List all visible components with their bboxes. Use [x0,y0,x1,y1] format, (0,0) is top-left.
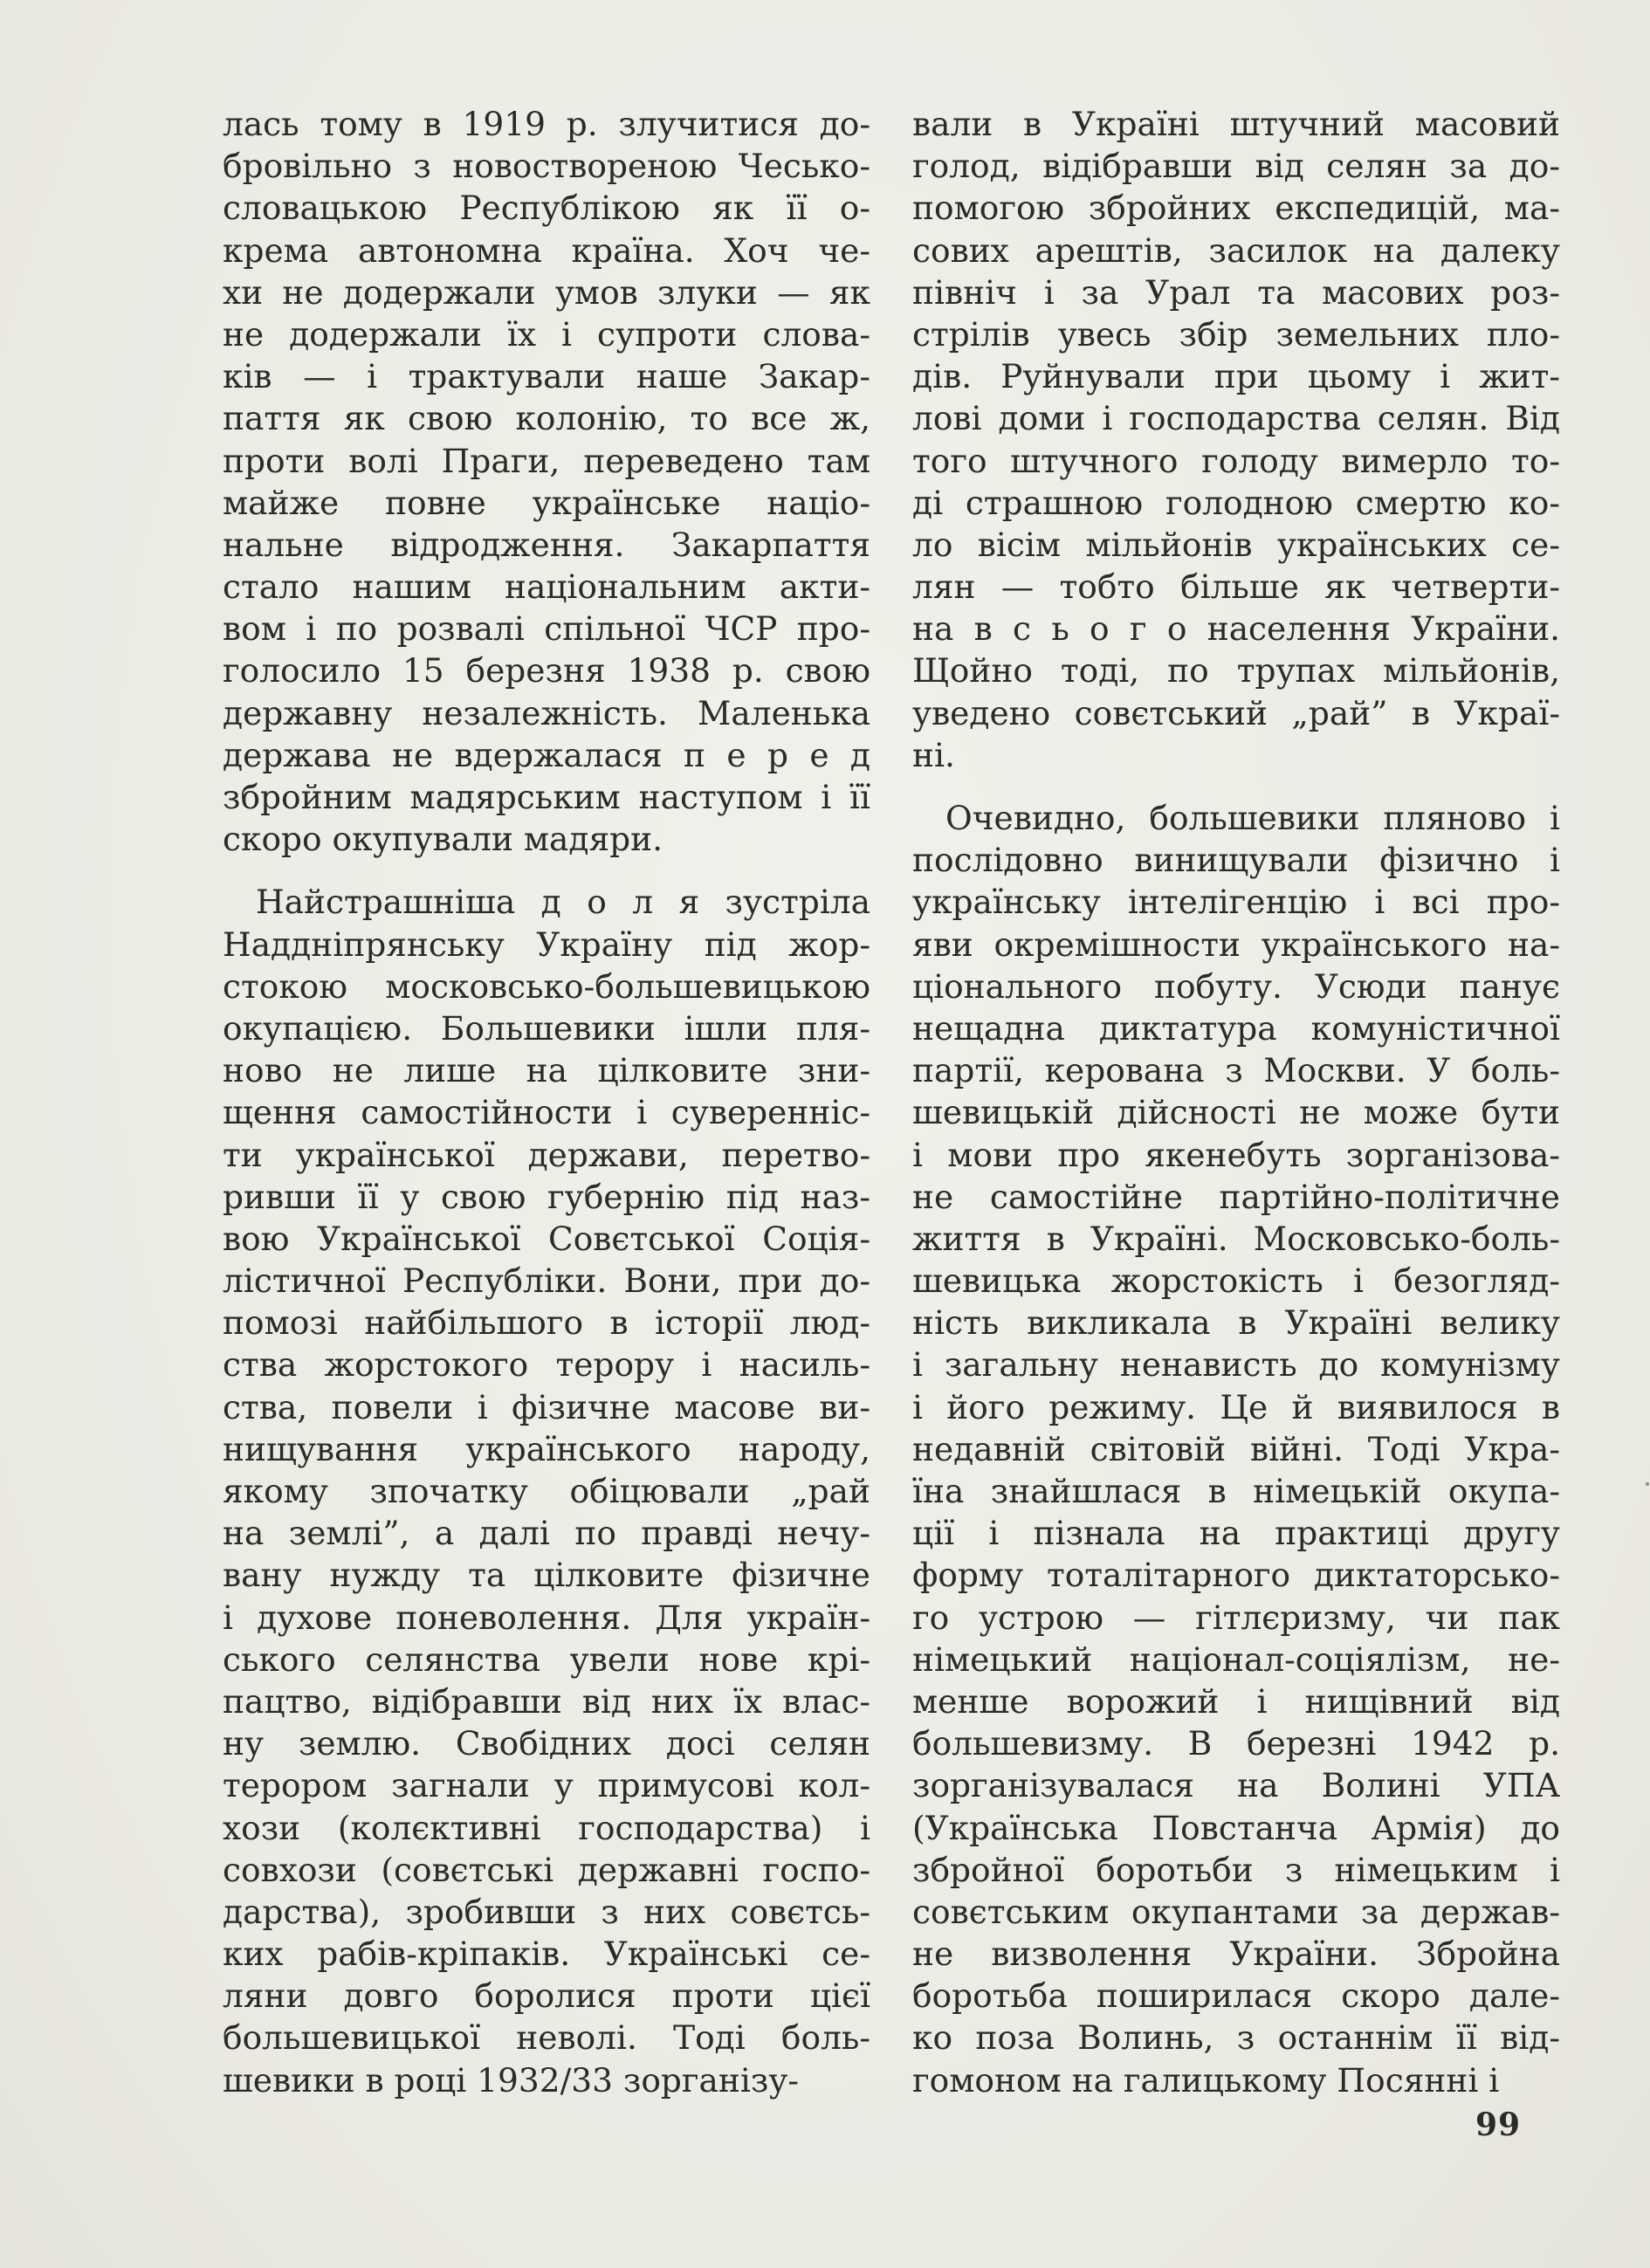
text-line: проти волі Праги, переведено там [223,441,870,480]
text-line: ства жорстокого терору і насиль- [223,1345,870,1385]
margin-mark [1646,1482,1649,1486]
text-line: большевицької неволі. Тоді боль- [223,2018,870,2058]
paragraph [223,103,870,860]
text-line: партії, керована з Москви. У боль- [912,1051,1560,1090]
text-line: нищування українського народу, [223,1429,870,1468]
text-line: помозі найбільшого в історії люд- [223,1303,870,1343]
left-column [223,103,870,2101]
text-line: їна знайшлася в німецькій окупа- [912,1472,1560,1510]
text-line: і духове поневолення. Для україн- [223,1598,870,1637]
text-line: скоро окупували мадяри. [223,820,663,859]
text-line: лян — тобто більше як четверти- [912,567,1560,607]
text-line: пацтво, відібравши від них їх влас- [223,1681,870,1721]
text-line: помогою збройних експедицій, ма- [912,189,1560,228]
text-line: ді страшною голодною смертю ко- [912,483,1560,522]
text-line: стокою московсько-большевицькою [223,966,870,1006]
text-line: ків — і трактували наше Закар- [223,357,870,396]
text-line: хози (колєктивні господарства) і [223,1808,870,1847]
text-line: нальне відродження. Закарпаття [223,525,870,564]
text-line: вою Української Совєтської Соція- [223,1219,870,1258]
text-line: ського селянства увели нове крі- [223,1639,870,1679]
text-line: словацькою Республікою як її о- [223,189,870,228]
text-line: яви окремішности українського на- [912,924,1560,964]
text-line: державну незалежність. Маленька [223,693,870,732]
text-line: менше ворожий і нищівний від [912,1681,1560,1721]
text-line: сових арештів, засилок на далеку [912,230,1560,270]
page-number: 99 [1475,2106,1522,2143]
text-line: і мови про якенебуть зорганізова- [912,1135,1560,1174]
text-line: ти української держави, перетво- [223,1135,870,1174]
text-line: Очевидно, большевики пляново і [945,799,1560,837]
text-line: хи не додержали умов злуки — як [223,272,870,312]
text-line: окупацією. Большевики ішли пля- [223,1008,870,1048]
text-line: шевики в році 1932/33 зорганізу- [223,2060,800,2100]
text-line: ляни довго боролися проти цієї [223,1976,870,2016]
paragraph [223,881,870,2100]
text-line: того штучного голоду вимерло то- [912,441,1560,480]
text-line: ства, повели і фізичне масове ви- [223,1387,870,1426]
text-line: бровільно з новоствореною Чесько- [223,147,870,186]
text-line: ність викликала в Україні велику [912,1303,1560,1343]
text-line: шевицькій дійсності не може бути [912,1093,1560,1132]
text-line: паття як свою колонію, то все ж, [223,399,870,438]
text-line: вану нужду та цілковите фізичне [223,1556,870,1595]
text-line: лась тому в 1919 р. злучитися до- [223,105,870,143]
text-line: не самостійне партійно-політичне [912,1177,1560,1216]
paragraph [912,797,1560,2101]
text-line: совєтським окупантами за держав- [912,1892,1560,1931]
text-line: ривши її у свою губернію під наз- [223,1177,870,1216]
text-line: гомоном на галицькому Посянні і [912,2060,1500,2100]
text-line: північ і за Урал та масових роз- [912,272,1560,312]
text-line: не визволення України. Збройна [912,1935,1560,1974]
text-line: і його режиму. Це й виявилося в [912,1387,1560,1426]
text-line: держава не вдержалася п е р е д [223,735,870,774]
text-line: голод, відібравши від селян за до- [912,147,1560,186]
text-line: недавній світовій війні. Тоді Укра- [912,1429,1560,1468]
text-line: не додержали їх і супроти слова- [223,314,870,354]
text-line: нещадна диктатура комуністичної [912,1008,1560,1048]
text-line: стрілів увесь збір земельних пло- [912,314,1560,354]
text-line: ло вісім мільйонів українських се- [912,525,1560,564]
text-line: стало нашим національним акти- [223,567,870,607]
text-line: на в с ь о г о населення України. [912,609,1560,649]
text-line: ко поза Волинь, з останнім її від- [912,2018,1560,2058]
text-line: (Українська Повстанча Армія) до [912,1808,1560,1847]
text-line: майже повне українське націо- [223,483,870,522]
text-line: форму тоталітарного диктаторсько- [912,1556,1560,1595]
text-line: совхози (совєтські державні госпо- [223,1850,870,1889]
text-line: українську інтелігенцію і всі про- [912,883,1560,922]
text-line: большевизму. В березні 1942 р. [912,1724,1560,1763]
text-line: го устрою — гітлєризму, чи пак [912,1598,1560,1637]
text-line: Наддніпрянську Україну під жор- [223,924,870,964]
text-line: ції і пізнала на практиці другу [912,1514,1560,1553]
text-line: терором загнали у примусові кол- [223,1766,870,1805]
text-line: уведено совєтський „рай” в Украї- [912,693,1560,732]
text-line: лістичної Республіки. Вони, при до- [223,1261,870,1301]
text-line: дарства), зробивши з них совєтсь- [223,1892,870,1931]
text-line: ні. [912,735,955,774]
text-line: ких рабів-кріпаків. Українські се- [223,1935,870,1974]
text-line: голосило 15 березня 1938 р. свою [223,651,870,691]
text-line: ну землю. Свобідних досі селян [223,1724,870,1763]
text-line: послідовно винищували фізично і [912,841,1560,880]
text-line: на землі”, а далі по правді нечу- [223,1514,870,1553]
text-line: збройної боротьби з німецьким і [912,1850,1560,1889]
text-line: німецький націонал-соціялізм, не- [912,1639,1560,1679]
text-line: крема автономна країна. Хоч че- [223,230,870,270]
text-line: життя в Україні. Московсько-боль- [912,1219,1560,1258]
text-line: вом і по розвалі спільної ЧСР про- [223,609,870,649]
text-line: боротьба поширилася скоро дале- [912,1976,1560,2016]
text-line: щення самостійности і суверенніс- [223,1093,870,1132]
text-line: дів. Руйнували при цьому і жит- [912,357,1560,396]
text-line: шевицька жорстокість і безогляд- [912,1261,1560,1301]
text-line: лові доми і господарства селян. Від [912,399,1560,438]
text-line: якому зпочатку обіцювали „рай [223,1472,870,1510]
text-line: зорганізувалася на Волині УПА [912,1766,1560,1805]
paragraph [912,103,1560,776]
text-line: і загальну ненависть до комунізму [912,1345,1560,1385]
text-line: збройним мадярським наступом і її [223,778,870,816]
text-line: Щойно тоді, по трупах мільйонів, [912,651,1560,691]
text-line: Найстрашніша д о л я зустріла [256,883,870,922]
text-line: ново не лише на цілковите зни- [223,1051,870,1090]
right-column [912,103,1560,2101]
text-line: ціонального побуту. Усюди панує [912,966,1560,1006]
text-line: вали в Україні штучний масовий [912,105,1560,143]
